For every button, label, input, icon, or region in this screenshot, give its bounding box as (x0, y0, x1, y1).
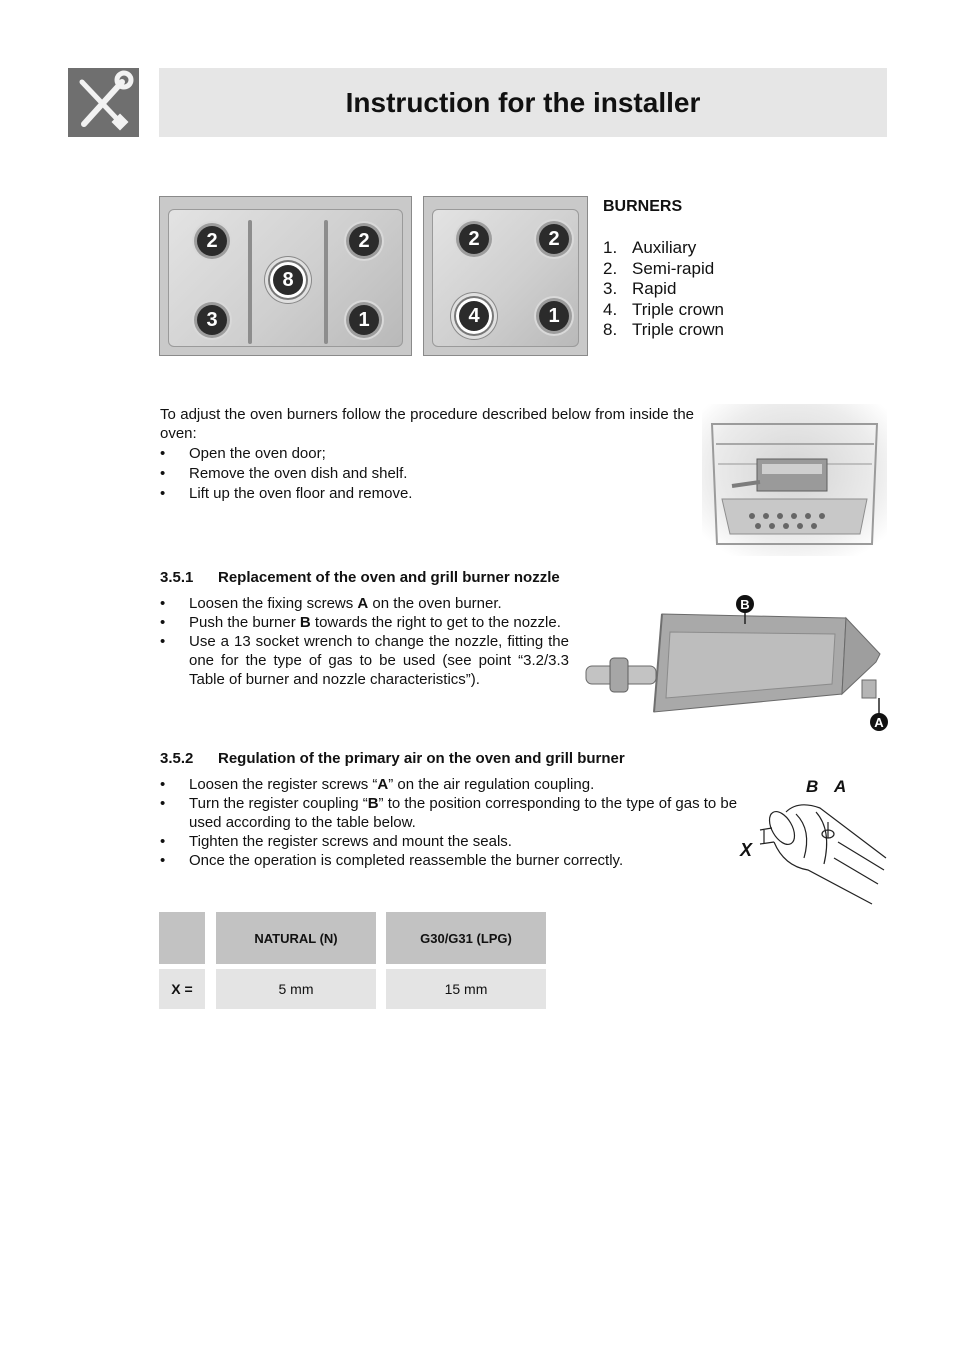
hob-divider (324, 220, 328, 344)
hob-surface (432, 209, 579, 347)
burner-marker: 2 (197, 226, 227, 256)
list-item (160, 594, 569, 613)
sketch-label-a: A (834, 777, 847, 796)
list-item (603, 259, 724, 280)
intro-text: To adjust the oven burners follow the procedure described below from inside the oven: (160, 406, 694, 442)
list-number: 2. (603, 258, 618, 278)
hob-surface (168, 209, 403, 347)
burner-marker: 2 (539, 224, 569, 254)
list-label: Semi-rapid (632, 258, 715, 278)
text-run: on the oven burner. (368, 595, 502, 612)
list-item (160, 613, 569, 632)
list-label: Rapid (632, 279, 677, 299)
text-run: Loosen the register screws “ (189, 776, 378, 793)
section-title: Regulation of the primary air on the oven and grill burner (218, 750, 625, 767)
header-bar (159, 68, 887, 137)
text-run-bold: A (377, 776, 389, 793)
list-item (603, 279, 724, 300)
burner-marker: 4 (459, 301, 489, 331)
burner-marker: 3 (197, 305, 227, 335)
list-item (603, 300, 724, 321)
oven-interior-photo (702, 404, 887, 556)
list-item (160, 775, 742, 794)
hob-diagram-five-burner (159, 196, 412, 356)
text-run-bold: A (357, 595, 369, 612)
burner-marker: 1 (349, 305, 379, 335)
burners-list (603, 238, 724, 341)
table-cell-lpg-value: 15 mm (386, 969, 546, 1009)
burner-marker: 8 (273, 265, 303, 295)
section-heading-3-5-1 (160, 569, 560, 586)
text-run: towards the right to get to the nozzle. (310, 614, 561, 631)
list-item: • Lift up the oven floor and remove. (160, 484, 694, 503)
list-item: • Tighten the register screws and mount the seals. (160, 832, 742, 851)
section-number: 3.5.2 (160, 750, 194, 767)
burners-title: BURNERS (603, 198, 683, 215)
table-corner-cell (159, 912, 205, 964)
burner-marker: 1 (539, 301, 569, 331)
table-header-lpg: G30/G31 (LPG) (386, 912, 546, 964)
section-number: 3.5.1 (160, 569, 194, 586)
hob-divider (248, 220, 252, 344)
intro-block (160, 405, 694, 503)
text-run: Push the burner (189, 614, 300, 631)
list-item: • Use a 13 socket wrench to change the nozzle, fitting the one for the type of gas to be used (see point “3.2/3.3 Table of burner and nozzle characteristics”). (160, 632, 569, 689)
table-row-label: X = (159, 969, 205, 1009)
hob-diagram-four-burner (423, 196, 588, 356)
text-run: ” on the air regulation coupling. (388, 776, 595, 793)
burner-marker: 2 (459, 224, 489, 254)
list-label: Triple crown (632, 299, 724, 319)
sketch-label-x: X (740, 840, 753, 860)
burner-marker: 2 (349, 226, 379, 256)
oven-burner-illustration (580, 592, 890, 734)
table-cell-natural-value: 5 mm (216, 969, 376, 1009)
list-item (603, 238, 724, 259)
intro-bullets (160, 444, 694, 503)
section-title: Replacement of the oven and grill burner nozzle (218, 569, 560, 586)
text-run-bold: B (367, 795, 379, 812)
header-tools-icon (68, 68, 139, 137)
list-number: 4. (603, 299, 618, 319)
callout-label-b: B (740, 597, 750, 612)
table-header-natural: NATURAL (N) (216, 912, 376, 964)
page-title: Instruction for the installer (345, 86, 701, 118)
list-item: • Once the operation is completed reassemble the burner correctly. (160, 851, 742, 870)
list-item (603, 320, 724, 341)
text-run-bold: B (299, 614, 311, 631)
callout-label-a: A (874, 715, 884, 730)
list-number: 8. (603, 320, 618, 340)
section-3-5-2-bullets (160, 775, 742, 870)
list-item (160, 794, 742, 832)
section-heading-3-5-2 (160, 750, 625, 767)
text-run: Loosen the fixing screws (189, 595, 358, 612)
list-item: • Remove the oven dish and shelf. (160, 464, 694, 483)
section-3-5-1-bullets (160, 594, 569, 689)
list-number: 1. (603, 238, 618, 257)
sketch-label-b: B (806, 777, 819, 796)
list-label: Auxiliary (632, 238, 697, 257)
list-number: 3. (603, 279, 618, 299)
text-run: ” to the position corresponding to the type of gas to be used according to the table below. (189, 795, 738, 831)
text-run: Turn the register coupling “ (189, 795, 368, 812)
list-item: • Open the oven door; (160, 444, 694, 463)
list-label: Triple crown (632, 320, 724, 340)
air-regulation-sketch (738, 772, 888, 910)
